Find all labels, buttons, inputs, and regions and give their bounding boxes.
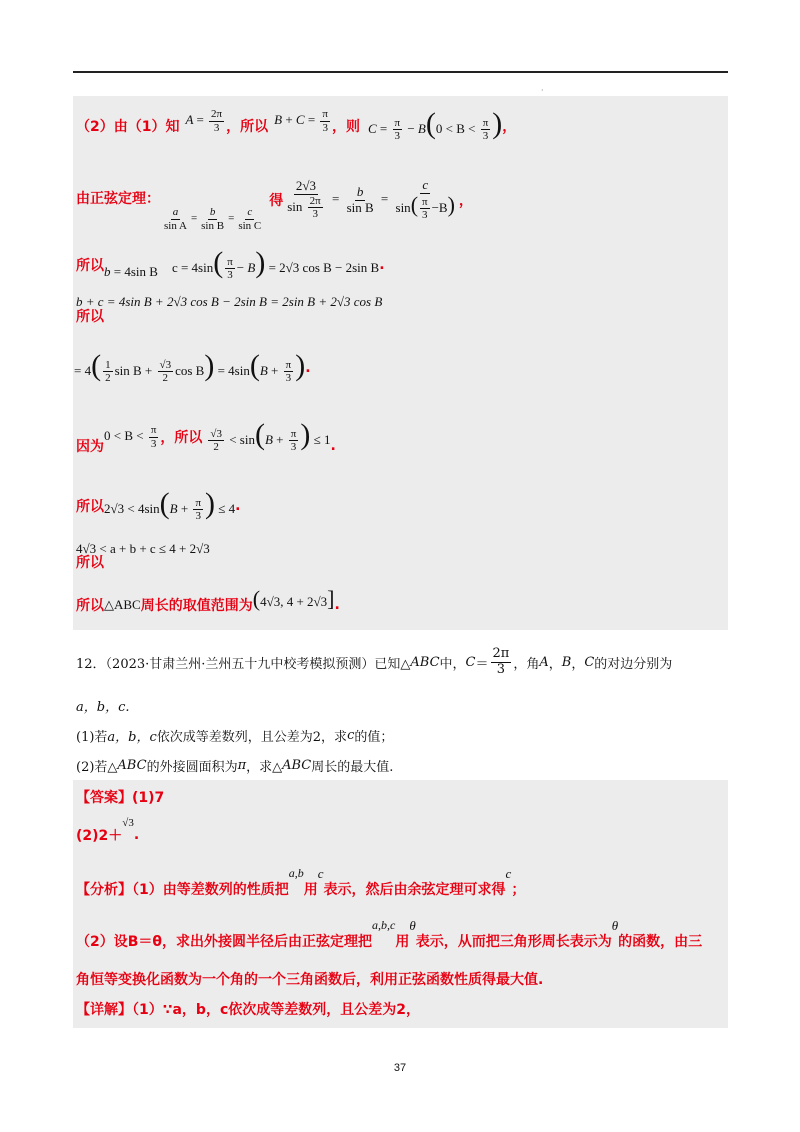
question-12-part-2: (2)若△ ABC 的外接圆面积为 π ，求△ ABC 周长的最大值.	[76, 757, 394, 775]
math-expr: A = $\frac{2\pi}{3}$	[185, 107, 223, 134]
question-12-line-2: a，b，c.	[76, 699, 130, 715]
solution-text: .	[330, 438, 336, 454]
solution-text: 所以	[76, 258, 104, 274]
math-expr: b + c = 4sin B + 2√3 cos B − 2sin B = 2sin B + 2√3 cos B	[76, 294, 383, 309]
solution-line-8	[76, 540, 210, 570]
solution-text: 得	[269, 193, 284, 209]
math-expr: $\frac{√3}{2}$ < sin(B + $\frac{\pi}{3}$ ) ≤ 1	[210, 417, 331, 454]
solution-text: .	[334, 597, 340, 613]
solution-text: ，	[458, 193, 473, 209]
solution-line-7	[76, 486, 240, 526]
page-number: 37	[393, 1062, 407, 1074]
analysis-line-2: （2）设B＝θ，求出外接圆半径后由正弦定理把 a,b,c 用 θ 表示，从而把三角形周长表示为 θ 的函数，由三	[76, 917, 703, 950]
math-expr: △ABC	[104, 597, 141, 612]
math-expr: = 4( $\frac{1}{2}$ sin B + $\frac{√3}{2}$ cos B) = 4sin(B + $\frac{\pi}{3}$ )	[74, 348, 306, 385]
math-expr: 2√3 < 4sin(B + $\frac{\pi}{3}$ ) ≤ 4	[104, 486, 236, 523]
solution-text: 所以	[76, 309, 104, 325]
solution-line-5	[74, 346, 311, 390]
math-expr: $\frac{a}{\text{sin A}}$ = $\frac{b}{\text{sin B}}$ = $\frac{c}{\text{sin C}}$	[164, 205, 262, 232]
solution-line-4	[76, 292, 382, 326]
solution-text: .	[305, 360, 311, 376]
math-expr: b = 4sin B	[104, 264, 158, 279]
question-12-part-1: (1)若 a，b，c 依次成等差数列，且公差为2，求 c 的值；	[76, 727, 394, 745]
header-rule	[73, 71, 728, 73]
math-expr: 4√3 < a + b + c ≤ 4 + 2√3	[76, 541, 210, 556]
solution-line-6	[76, 414, 336, 460]
solution-text: .	[235, 498, 241, 514]
header-dot: ·	[541, 86, 544, 95]
solution-line-9	[76, 586, 340, 620]
solution-text: ，所以	[160, 430, 203, 446]
solution-text: ，所以	[226, 119, 269, 135]
solution-text: 所以	[76, 499, 104, 515]
solution-text: .	[379, 257, 385, 273]
analysis-line-4: 【详解】（1）∵a，b，c依次成等差数列，且公差为2，	[76, 1002, 420, 1018]
math-expr: C = $\frac{\pi}{3}$ − B(0 < B < $\frac{\pi}{3}$ )	[367, 106, 503, 143]
solution-text: 周长的取值范围为	[140, 598, 253, 614]
analysis-line-1: 【分析】（1）由等差数列的性质把 a,b 用 c 表示，然后由余弦定理可求得 c ；	[76, 865, 526, 898]
answer-line-1: 【答案】(1)7	[76, 790, 165, 806]
solution-text: 由正弦定理：	[76, 191, 160, 207]
solution-line-2	[76, 168, 473, 232]
answer-line-2: (2)2＋ √3 .	[76, 817, 140, 844]
analysis-line-3: 角恒等变换化函数为一个角的一个三角函数后，利用正弦函数性质得最大值.	[76, 972, 544, 988]
solution-text: （2）由（1）知	[76, 119, 180, 135]
math-expr: B + C = $\frac{\pi}{3}$	[274, 107, 328, 134]
solution-text: ，	[502, 119, 517, 135]
math-expr: 2√3 sin $\frac{2\pi}{3}$ = $\frac{b}{\text{sin B}}$ = c sin( $\frac{\pi}{3}$ −B)	[287, 176, 455, 222]
math-expr: c = 4sin( $\frac{\pi}{3}$ − B) = 2√3 cos B − 2sin B	[171, 245, 380, 282]
solution-line-1	[76, 104, 516, 148]
solution-line-3	[76, 244, 385, 286]
math-expr: 0 < B < $\frac{\pi}{3}$	[104, 423, 157, 450]
solution-text: 因为	[76, 439, 104, 455]
solution-text: 所以	[76, 555, 104, 571]
math-expr: (4√3, 4 + 2√3]	[252, 586, 335, 611]
solution-text: ，则	[331, 119, 360, 135]
solution-text: 所以	[76, 598, 104, 614]
solution-shade-bottom	[73, 780, 728, 1028]
question-12-line-1: 12．（2023·甘肃兰州·兰州五十九中校考模拟预测）已知△ ABC 中， C ＝ 2π 3 ，角 A ， B ， C 的对边分别为	[76, 645, 673, 677]
